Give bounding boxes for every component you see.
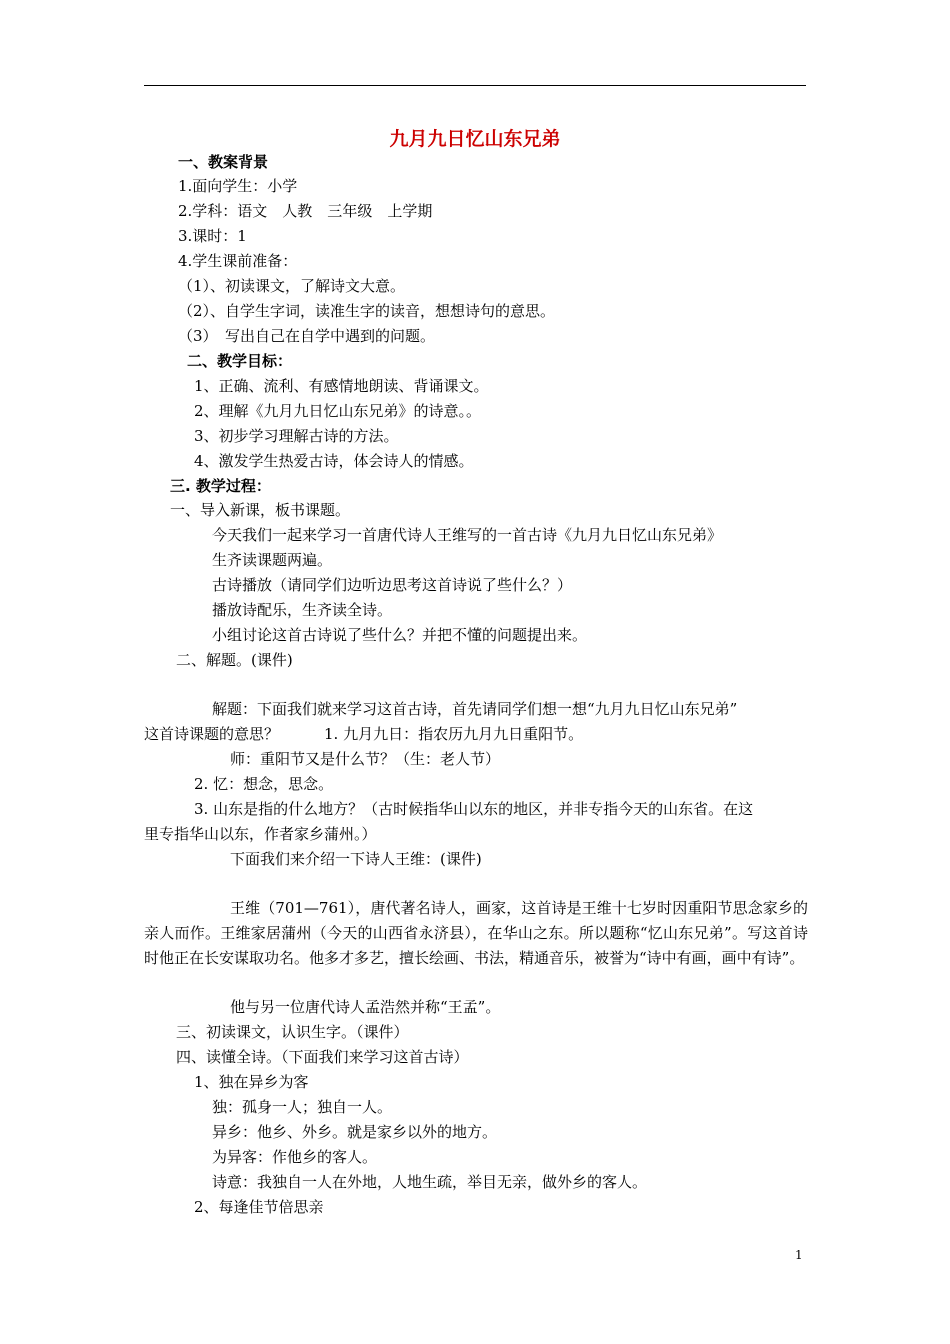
text-line: 独：孤身一人；独自一人。 [212, 1098, 393, 1116]
text-line: 异乡：他乡、外乡。就是家乡以外的地方。 [212, 1123, 498, 1141]
text-line: 小组讨论这首古诗说了些什么？并把不懂的问题提出来。 [212, 626, 588, 644]
section-heading: 二、教学目标： [187, 352, 293, 370]
text-line: （1）、初读课文，了解诗文大意。 [178, 277, 406, 295]
text-line: 今天我们一起来学习一首唐代诗人王维写的一首古诗《九月九日忆山东兄弟》 [212, 526, 723, 544]
text-line: 为异客：作他乡的客人。 [212, 1148, 378, 1166]
text-line: 3. 山东是指的什么地方？（古时候指华山以东的地区，并非专指今天的山东省。在这 [194, 800, 754, 818]
text-line: 这首诗课题的意思？ 1. 九月九日：指农历九月九日重阳节。 [144, 725, 584, 743]
text-line: 4.学生课前准备： [178, 252, 298, 270]
text-line: 四、读懂全诗。（下面我们来学习这首古诗） [176, 1048, 469, 1066]
text-line: 三、初读课文，认识生字。（课件） [176, 1023, 409, 1041]
text-line: （2）、自学生字词，读准生字的读音，想想诗句的意思。 [178, 302, 556, 320]
document-title: 九月九日忆山东兄弟 [389, 128, 561, 150]
page-number: 1 [795, 1248, 803, 1262]
text-line: 1、正确、流利、有感情地朗读、背诵课文。 [194, 377, 489, 395]
text-line: 他与另一位唐代诗人孟浩然并称“王孟”。 [230, 998, 501, 1016]
text-line: 下面我们来介绍一下诗人王维：(课件) [230, 850, 482, 868]
text-line: 诗意：我独自一人在外地，人地生疏，举目无亲，做外乡的客人。 [212, 1173, 648, 1191]
text-line: 2.学科：语文 人教 三年级 上学期 [178, 202, 433, 220]
header-rule [144, 85, 806, 86]
text-line: 师：重阳节又是什么节？（生：老人节） [230, 750, 501, 768]
section-heading: 一、教案背景 [178, 153, 269, 171]
text-line: （3） 写出自己在自学中遇到的问题。 [178, 327, 436, 345]
text-line: 3、初步学习理解古诗的方法。 [194, 427, 399, 445]
text-line: 二、解题。(课件) [176, 651, 293, 669]
text-line: 播放诗配乐，生齐读全诗。 [212, 601, 393, 619]
section-heading: 三. 教学过程： [170, 477, 271, 495]
text-line: 1.面向学生：小学 [178, 177, 298, 195]
text-line: 一、导入新课，板书课题。 [170, 501, 351, 519]
text-line: 古诗播放（请同学们边听边思考这首诗说了些什么？） [212, 576, 573, 594]
text-line: 1、独在异乡为客 [194, 1073, 309, 1091]
text-line: 里专指华山以东，作者家乡蒲州。） [144, 825, 377, 843]
wangwei-paragraph: 王维（701—761），唐代著名诗人，画家，这首诗是王维十七岁时因重阳节思念家乡的亲人而作。王维家居蒲州（今天的山西省永济县），在华山之东。所以题称“忆山东兄弟”。写这首诗时他正在长安谋取功名。他多才多艺，擅长绘画、书法，精通音乐，被誉为“诗中有画，画中有诗”。 [144, 899, 808, 967]
text-line: 2、理解《九月九日忆山东兄弟》的诗意。。 [194, 402, 482, 420]
text-line: 解题：下面我们就来学习这首古诗，首先请同学们想一想“九月九日忆山东兄弟” [212, 700, 738, 718]
text-line: 3.课时：1 [178, 227, 247, 245]
text-line: 4、激发学生热爱古诗，体会诗人的情感。 [194, 452, 474, 470]
text-line: 生齐读课题两遍。 [212, 551, 333, 569]
text-line: 2、每逢佳节倍思亲 [194, 1198, 324, 1216]
text-line: 2. 忆：想念，思念。 [194, 775, 334, 793]
